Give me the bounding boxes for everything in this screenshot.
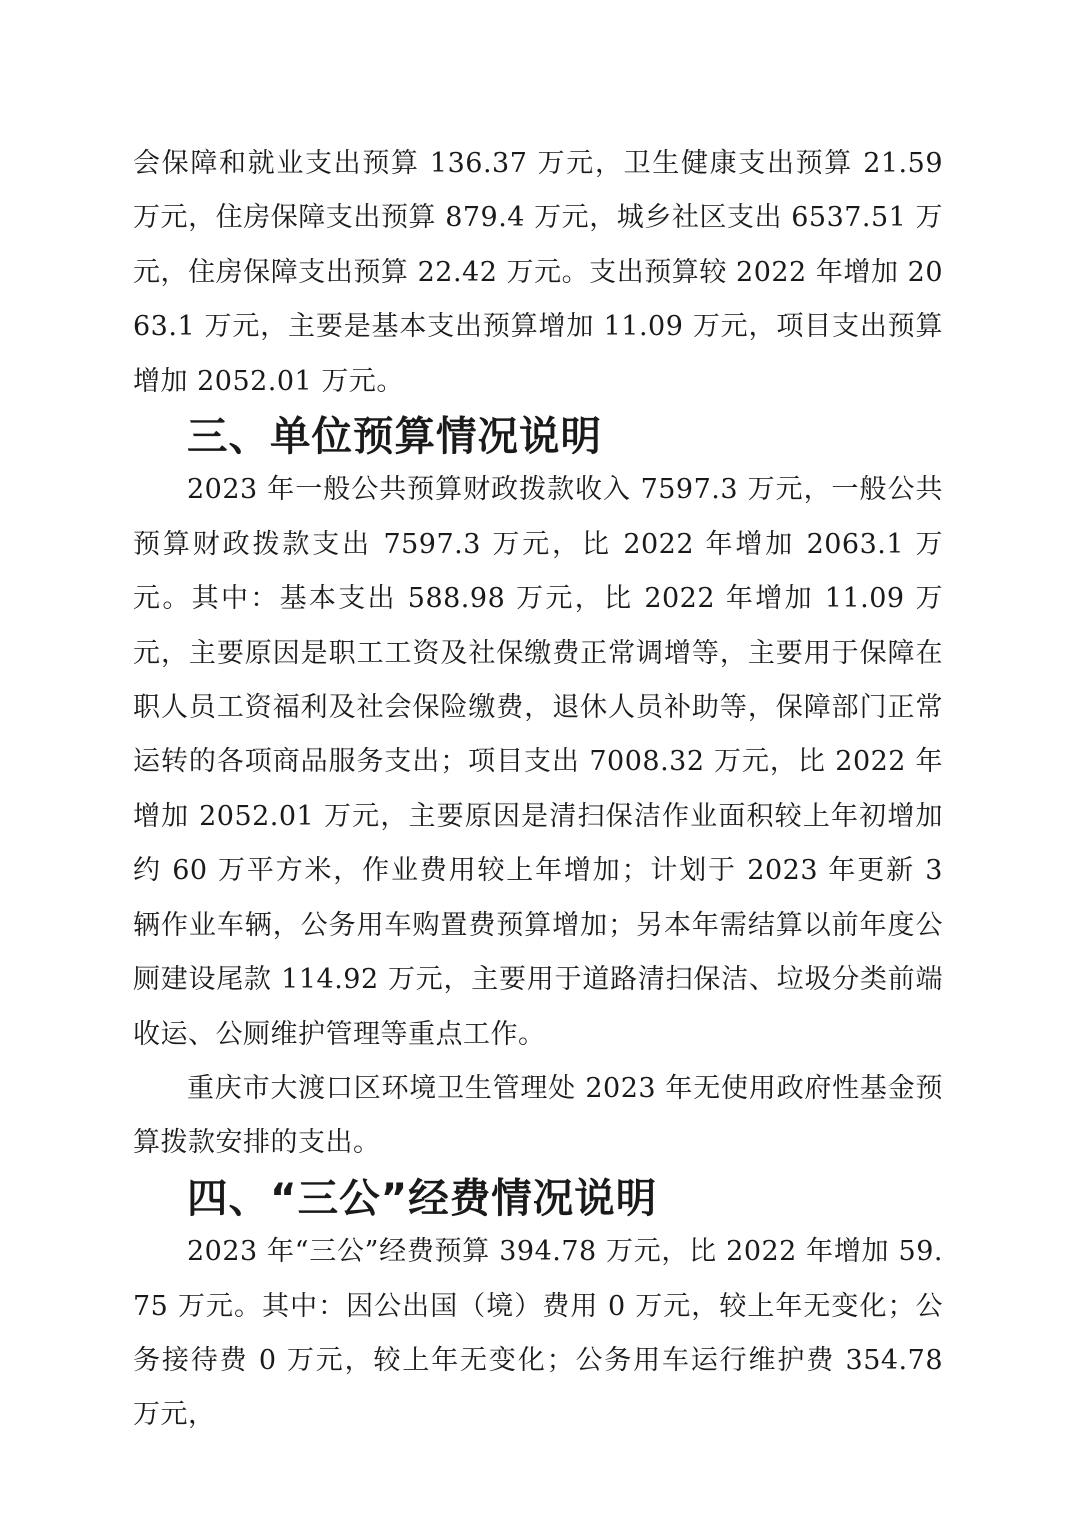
paragraph-government-fund-budget: 重庆市大渡口区环境卫生管理处 2023 年无使用政府性基金预算拨款安排的支出。 [133, 1072, 943, 1159]
paragraph-general-public-budget: 2023 年一般公共预算财政拨款收入 7597.3 万元，一般公共预算财政拨款支出 7597.3 万元，比 2022 年增加 2063.1 万元。其中：基本支出 588.98 万元，比 2022 年增加 11.09 万元，主要原因是职工工资及社保缴费正常调增等，主要用于保障在职人员工资福利及社会保险缴费，退休人员补助等，保障部门正常运转的各项商品服务支出；项目支出 7008.32 万元，比 2022 年增加 2052.01 万元，主要原因是清扫保洁作业面积较上年初增加约 60 万平方米，作业费用较上年增加；计划于 2023 年更新 3 辆作业车辆，公务用车购置费预算增加；另本年需结算以前年度公厕建设尾款 114.92 万元，主要用于道路清扫保洁、垃圾分类前端收运、公厕维护管理等重点工作。 [133, 474, 943, 1050]
document-page [133, 137, 943, 1443]
section-heading-three-public-expenses: 四、“三公”经费情况说明 [187, 1173, 658, 1222]
section-heading-unit-budget: 三、单位预算情况说明 [187, 412, 602, 461]
paragraph-three-public-expenses: 2023 年“三公”经费预算 394.78 万元，比 2022 年增加 59.75 万元。其中：因公出国（境）费用 0 万元，较上年无变化；公务接待费 0 万元，较上年无变化；公务用车运行维护费 354.78 万元， [133, 1236, 943, 1431]
paragraph-expenditure-budget: 会保障和就业支出预算 136.37 万元，卫生健康支出预算 21.59 万元，住房保障支出预算 879.4 万元，城乡社区支出 6537.51 万元，住房保障支出预算 22.42 万元。支出预算较 2022 年增加 2063.1 万元，主要是基本支出预算增加 11.09 万元，项目支出预算增加 2052.01 万元。 [133, 148, 943, 397]
